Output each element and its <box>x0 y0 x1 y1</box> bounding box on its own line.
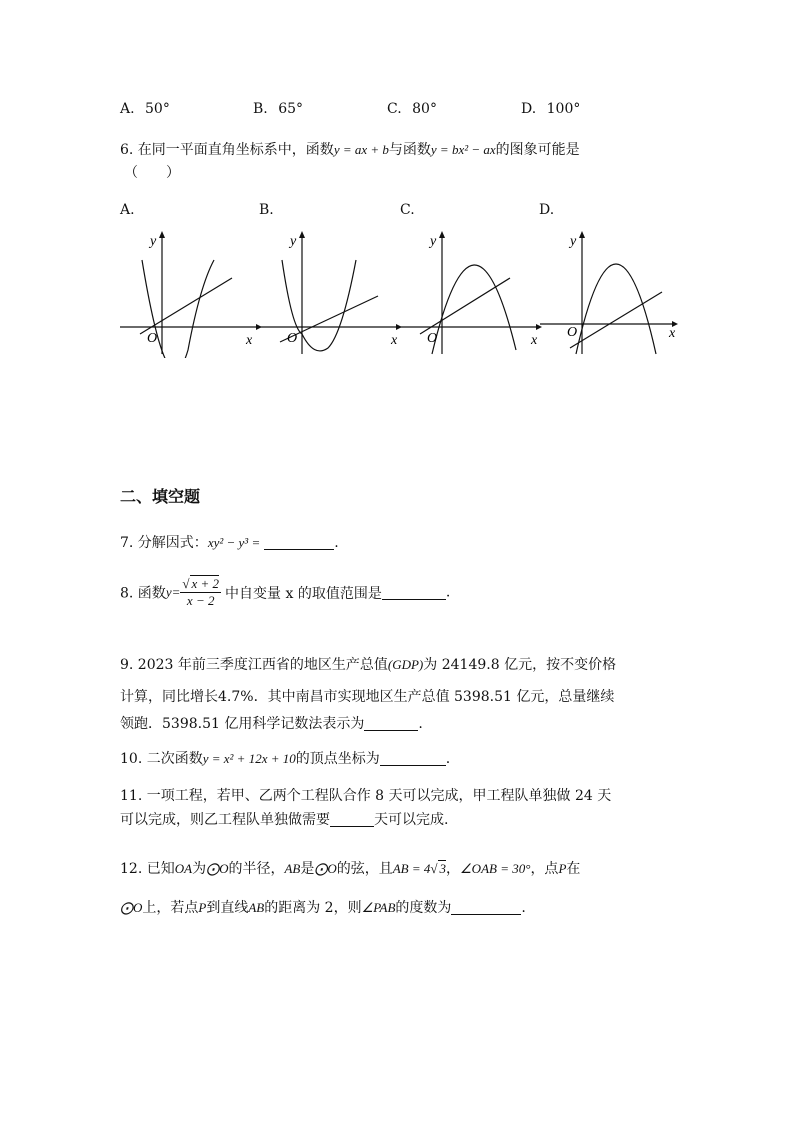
period: . <box>418 716 423 732</box>
option-letter: A. <box>120 101 135 117</box>
y-axis-arrow <box>299 231 305 238</box>
graph-option-c-label: C. <box>400 202 415 218</box>
segment-oa: OA <box>174 861 193 876</box>
q11-text: 可以完成，则乙工程队单独做需要 <box>120 812 330 828</box>
question-12-line-2 <box>120 897 526 917</box>
option-c <box>387 101 437 117</box>
period: . <box>521 900 526 916</box>
ab-length: AB = 4 <box>392 861 431 876</box>
q12-text: 的距离为 2，则 <box>264 900 362 916</box>
answer-paren: （ ） <box>124 165 180 181</box>
option-value: 80° <box>412 101 437 117</box>
q10-expression: y = x² + 12x + 10 <box>202 751 296 766</box>
sqrt-3: √ 3 <box>430 861 447 876</box>
question-11-line-2 <box>120 809 448 829</box>
origin-label: O <box>287 331 298 346</box>
graph-option-d-label: D. <box>539 202 555 218</box>
section-title: 二、填空题 <box>120 487 201 506</box>
q9-text: 9. 2023 年前三季度江西省的地区生产总值 <box>120 657 388 673</box>
q6-quadratic-function: y = bx² − ax <box>430 142 496 157</box>
q8-fraction <box>180 576 221 609</box>
option-value: 65° <box>278 101 304 117</box>
x-label: x <box>246 333 253 348</box>
answer-blank <box>451 900 521 915</box>
q12-text: 到直线 <box>206 900 249 916</box>
graph-c <box>398 226 543 358</box>
answer-blank <box>382 585 446 600</box>
x-label: x <box>531 333 538 348</box>
period: . <box>445 751 451 767</box>
y-label: y <box>150 234 157 249</box>
graph-d <box>538 226 683 358</box>
q6-text: 的图象可能是 <box>495 142 580 158</box>
q6-text: 6. 在同一平面直角坐标系中，函数 <box>120 142 334 158</box>
graph-b <box>258 226 403 358</box>
q8-text: 中自变量 x 的取值范围是 <box>225 585 382 602</box>
angle-oab: ∠OAB = 30° <box>460 861 531 876</box>
option-letter: B. <box>253 101 268 117</box>
x-label: x <box>669 326 676 341</box>
parabola <box>432 265 516 354</box>
graph-option-b-label: B. <box>259 202 274 218</box>
answer-blank <box>364 716 418 731</box>
q10-text: 的顶点坐标为 <box>295 751 380 767</box>
q12-text: ，点 <box>530 861 559 877</box>
answer-blank <box>330 812 374 827</box>
x-label: x <box>391 333 398 348</box>
q10-text: 10. 二次函数 <box>120 751 203 767</box>
origin-label: O <box>147 331 158 346</box>
q11-text: 天可以完成. <box>374 812 449 828</box>
period: . <box>445 584 451 601</box>
sqrt-radicand: 3 <box>439 861 447 876</box>
period: . <box>334 535 339 551</box>
question-7 <box>120 532 339 552</box>
answer-blank <box>380 751 446 766</box>
line <box>570 292 662 348</box>
q6-linear-function: y = ax + b <box>333 142 389 157</box>
answer-blank <box>264 535 334 550</box>
y-axis-arrow <box>159 231 165 238</box>
q12-text: ， <box>446 861 461 877</box>
q9-text: 为 24149.8 亿元，按不变价格 <box>423 657 617 673</box>
option-value: 100° <box>546 101 581 117</box>
line <box>420 278 510 334</box>
question-9-line-3 <box>120 713 423 733</box>
sqrt-radicand: x + 2 <box>191 576 220 591</box>
y-label: y <box>430 234 437 249</box>
q6-text: 与函数 <box>388 142 431 158</box>
q7-text: 7. 分解因式： <box>120 535 208 551</box>
angle-pab: ∠PAB <box>361 900 396 915</box>
option-d <box>521 101 580 117</box>
question-10 <box>120 748 450 768</box>
graph-option-a-label: A. <box>120 202 135 218</box>
y-label: y <box>570 234 577 249</box>
circle-o: ⨀O <box>206 861 229 876</box>
option-a <box>120 101 170 117</box>
option-b <box>253 101 303 117</box>
origin-label: O <box>427 331 438 346</box>
gdp-label: (GDP) <box>387 657 424 672</box>
y-label: y <box>290 234 297 249</box>
q12-text: 是 <box>300 861 315 877</box>
point-p: P <box>558 861 567 876</box>
question-9-line-1 <box>120 654 616 674</box>
q12-text: 为 <box>192 861 207 877</box>
fraction-denominator: x − 2 <box>186 593 215 608</box>
segment-ab: AB <box>284 861 301 876</box>
q8-text: 8. 函数 <box>120 585 166 602</box>
q9-text: 领跑．5398.51 亿用科学记数法表示为 <box>120 716 365 732</box>
question-6-stem <box>120 139 580 159</box>
segment-ab: AB <box>248 900 265 915</box>
question-9-line-2: 计算，同比增长4.7%．其中南昌市实现地区生产总值 5398.51 亿元，总量继续 <box>120 689 615 705</box>
question-12-line-1 <box>120 858 580 878</box>
origin-label: O <box>567 325 578 340</box>
q12-text: 12. 已知 <box>120 861 175 877</box>
q12-text: 的弦，且 <box>336 861 393 877</box>
fraction-numerator: √ x + 2 <box>182 576 220 591</box>
q7-expression: xy² − y³ = <box>207 535 261 550</box>
q8-y: y= <box>165 584 181 600</box>
q12-text: 的度数为 <box>395 900 452 916</box>
graph-a <box>118 226 263 358</box>
question-11-line-1: 11. 一项工程，若甲、乙两个工程队合作 8 天可以完成，甲工程队单独做 24 天 <box>120 788 612 804</box>
question-8 <box>120 576 450 609</box>
option-letter: D. <box>521 101 537 117</box>
circle-o: ⨀O <box>314 861 337 876</box>
y-axis-arrow <box>439 231 445 238</box>
option-value: 50° <box>145 101 170 117</box>
y-axis-arrow <box>579 231 585 238</box>
line <box>140 278 232 334</box>
option-letter: C. <box>387 101 402 117</box>
point-p: P <box>198 900 207 915</box>
q12-text: 上，若点 <box>142 900 199 916</box>
parabola <box>576 264 656 354</box>
q12-text: 的半径， <box>228 861 285 877</box>
circle-o: ⨀O <box>120 900 143 915</box>
q12-text: 在 <box>566 861 581 877</box>
